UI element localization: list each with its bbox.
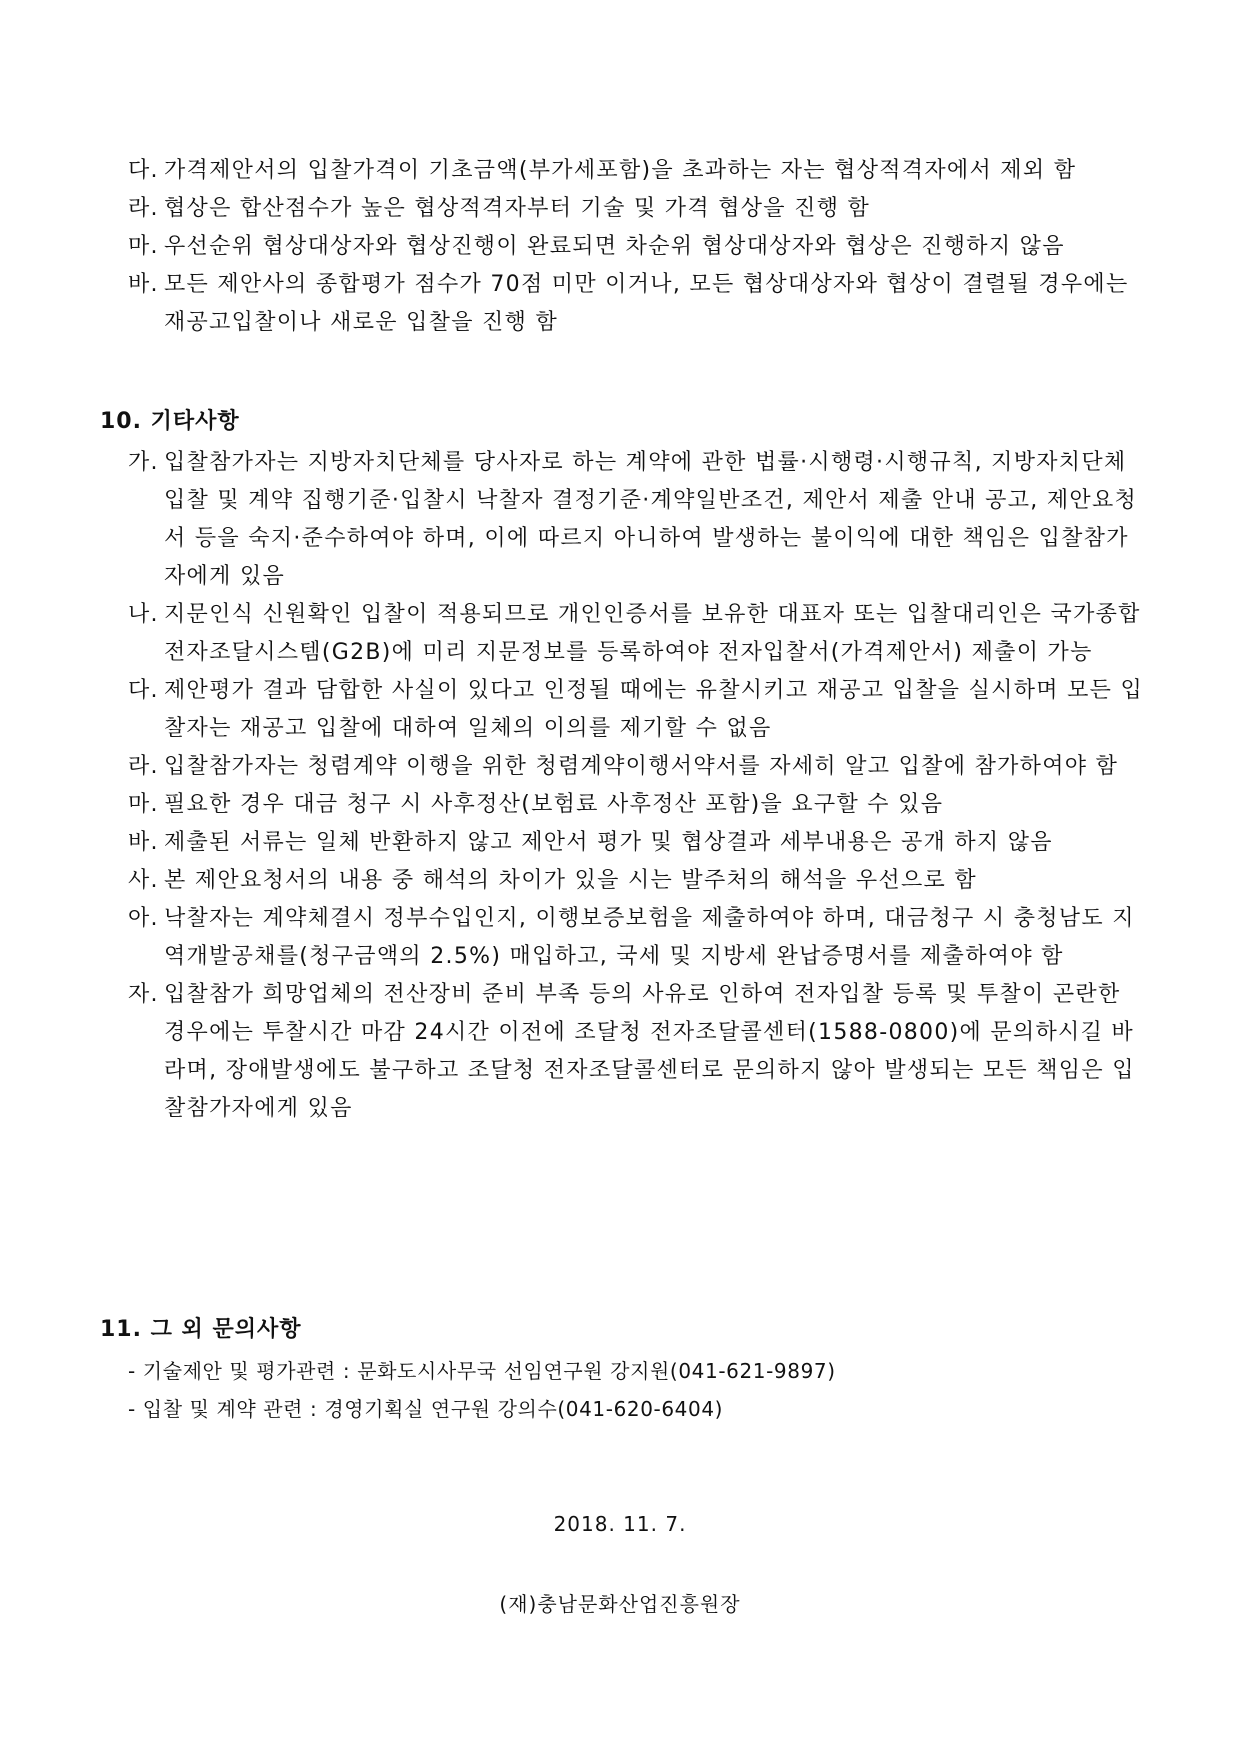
- item-text: 본 제안요청서의 내용 중 해석의 차이가 있을 시는 발주처의 해석을 우선으로 함: [164, 868, 977, 893]
- list-item: [128, 900, 1148, 976]
- item-text: 모든 제안사의 종합평가 점수가 70점 미만 이거나, 모든 협상대상자와 협상이 결렬될 경우에는 재공고입찰이나 새로운 입찰을 진행 함: [164, 272, 1137, 335]
- contact-line: - 기술제안 및 평가관련 : 문화도시사무국 선임연구원 강지원(041-621-9897): [128, 1359, 836, 1383]
- item-text: 가격제안서의 입찰가격이 기초금액(부가세포함)을 초과하는 자는 협상적격자에서 제외 함: [164, 158, 1077, 183]
- item-marker: 바.: [128, 830, 159, 855]
- item-marker: 라.: [128, 196, 159, 221]
- item-text: 입찰참가자는 청렴계약 이행을 위한 청렴계약이행서약서를 자세히 알고 입찰에 참가하여야 함: [164, 754, 1119, 779]
- section11-heading: 11. 그 외 문의사항: [100, 1317, 302, 1342]
- list-item: [128, 596, 1148, 672]
- item-marker: 마.: [128, 792, 159, 817]
- item-marker: 나.: [128, 602, 159, 627]
- item-text: 낙찰자는 계약체결시 정부수입인지, 이행보증보험을 제출하여야 하며, 대금청구 시 충청남도 지역개발공채를(청구금액의 2.5%) 매입하고, 국세 및 지방세 완납증명서를 제출하여야 함: [164, 906, 1135, 969]
- item-text: 우선순위 협상대상자와 협상진행이 완료되면 차순위 협상대상자와 협상은 진행하지 않음: [164, 234, 1065, 259]
- item-marker: 라.: [128, 754, 159, 779]
- list-item: [128, 266, 1148, 342]
- item-marker: 사.: [128, 868, 159, 893]
- list-item: [128, 152, 1148, 190]
- item-marker: 바.: [128, 272, 159, 297]
- list-item: [128, 976, 1148, 1128]
- list-item: [128, 748, 1148, 786]
- section10-heading: 10. 기타사항: [100, 409, 240, 434]
- list-item: [128, 228, 1148, 266]
- item-marker: 다.: [128, 158, 159, 183]
- contact-line: - 입찰 및 계약 관련 : 경영기획실 연구원 강의수(041-620-6404): [128, 1397, 724, 1421]
- list-item: [128, 672, 1148, 748]
- section10-item-list: [128, 444, 1148, 1128]
- item-text: 제안평가 결과 담합한 사실이 있다고 인정될 때에는 유찰시키고 재공고 입찰을 실시하며 모든 입찰자는 재공고 입찰에 대하여 일체의 이의를 제기할 수 없음: [164, 678, 1144, 741]
- item-marker: 자.: [128, 982, 159, 1007]
- document-date: 2018. 11. 7.: [553, 1512, 687, 1536]
- item-text: 필요한 경우 대금 청구 시 사후정산(보험료 사후정산 포함)을 요구할 수 있음: [164, 792, 944, 817]
- list-item: [128, 862, 1148, 900]
- item-text: 협상은 합산점수가 높은 협상적격자부터 기술 및 가격 협상을 진행 함: [164, 196, 871, 221]
- list-item: [128, 786, 1148, 824]
- item-marker: 가.: [128, 450, 159, 475]
- list-item: [128, 824, 1148, 862]
- item-marker: 다.: [128, 678, 159, 703]
- list-item: [128, 444, 1148, 596]
- item-text: 제출된 서류는 일체 반환하지 않고 제안서 평가 및 협상결과 세부내용은 공개 하지 않음: [164, 830, 1053, 855]
- section9-item-list: [128, 152, 1148, 342]
- item-text: 입찰참가자는 지방자치단체를 당사자로 하는 계약에 관한 법률·시행령·시행규칙, 지방자치단체 입찰 및 계약 집행기준·입찰시 낙찰자 결정기준·계약일반조건, 제안서 제출 안내 공고, 제안요청서 등을 숙지·준수하여야 하며, 이에 따르지 아니하여 발생하는 불이익에 대한 책임은 입찰참가자에게 있음: [164, 450, 1138, 589]
- item-marker: 아.: [128, 906, 159, 931]
- issuing-organization: (재)충남문화산업진흥원장: [499, 1592, 741, 1616]
- list-item: [128, 190, 1148, 228]
- contact-list: [128, 1352, 836, 1428]
- item-marker: 마.: [128, 234, 159, 259]
- item-text: 지문인식 신원확인 입찰이 적용되므로 개인인증서를 보유한 대표자 또는 입찰대리인은 국가종합전자조달시스템(G2B)에 미리 지문정보를 등록하여야 전자입찰서(가격제안서) 제출이 가능: [164, 602, 1141, 665]
- item-text: 입찰참가 희망업체의 전산장비 준비 부족 등의 사유로 인하여 전자입찰 등록 및 투찰이 곤란한 경우에는 투찰시간 마감 24시간 이전에 조달청 전자조달콜센터(1588-0800)에 문의하시길 바라며, 장애발생에도 불구하고 조달청 전자조달콜센터로 문의하지 않아 발생되는 모든 책임은 입찰참가자에게 있음: [164, 982, 1135, 1121]
